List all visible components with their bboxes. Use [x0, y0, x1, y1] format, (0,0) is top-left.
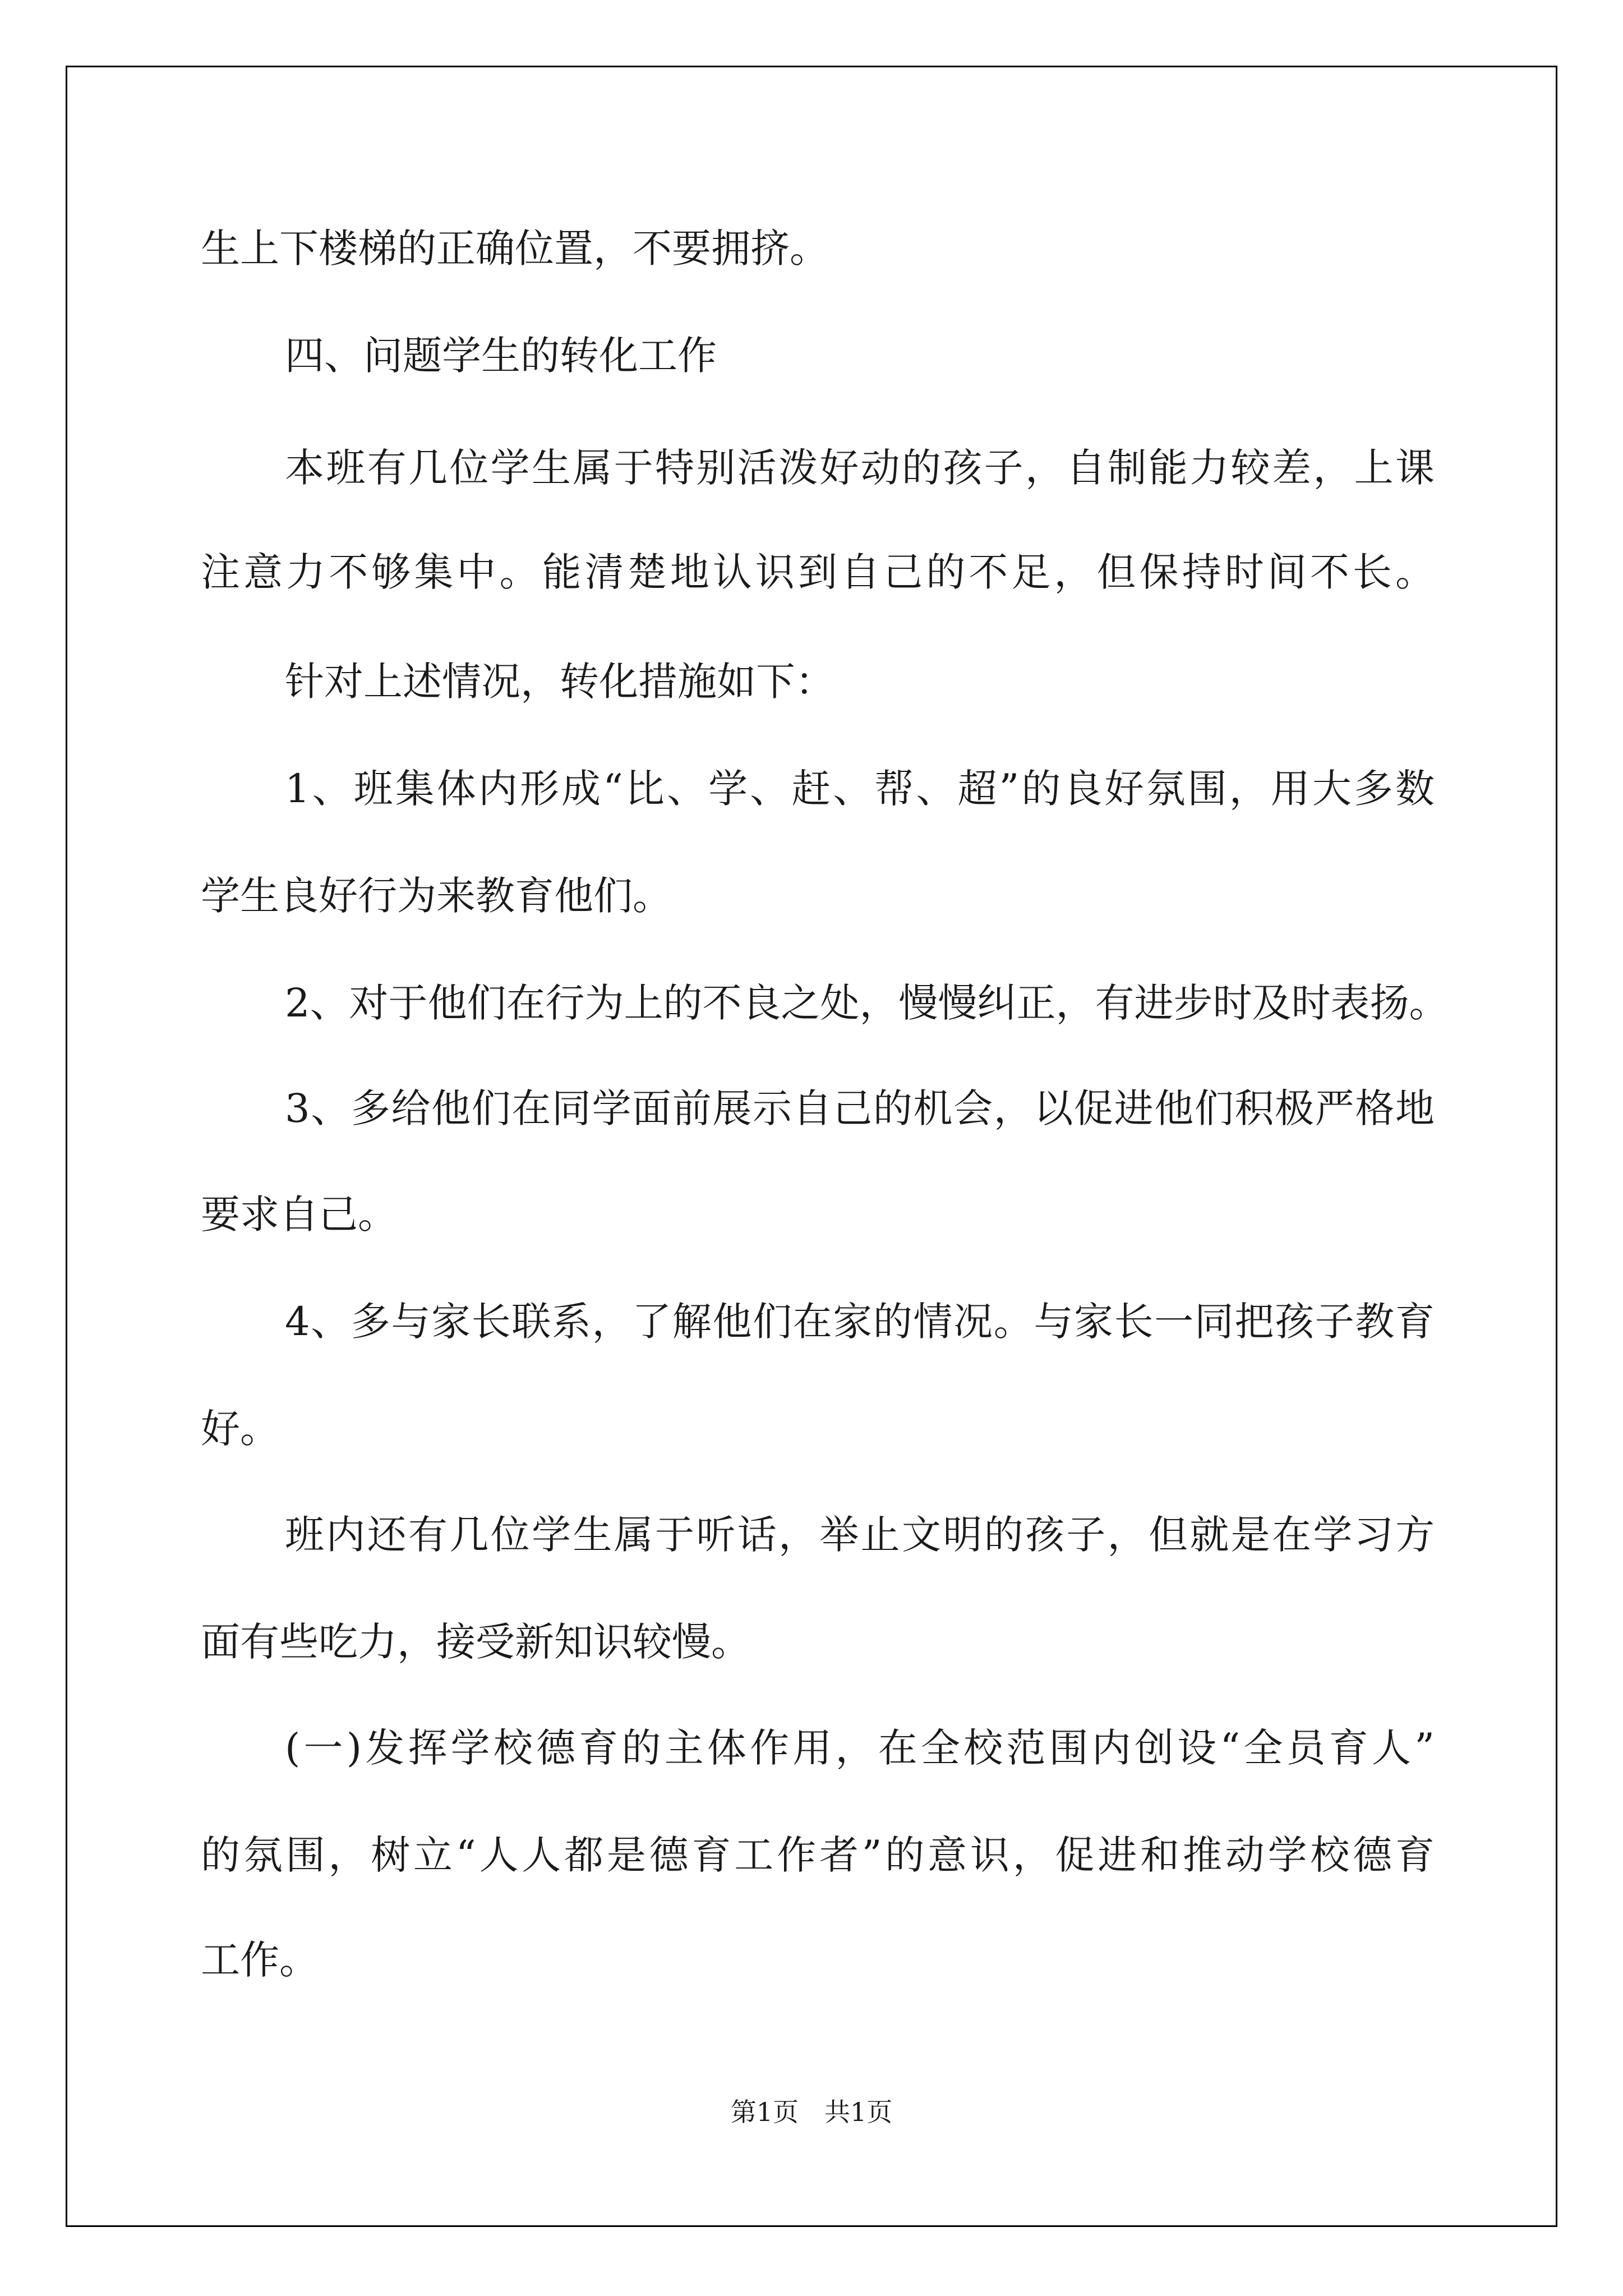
text-line-3: 本班有几位学生属于特别活泼好动的孩子，自制能力较差，上课 [285, 445, 1435, 491]
text-line-5: 针对上述情况，转化措施如下： [285, 659, 834, 705]
text-line-15: (一)发挥学校德育的主体作用，在全校范围内创设“全员育人” [285, 1725, 1435, 1771]
section-heading-4: 四、问题学生的转化工作 [285, 333, 717, 379]
list-item-4-line-1: 4、多与家长联系，了解他们在家的情况。与家长一同把孩子教育 [285, 1299, 1435, 1345]
page-border [66, 66, 1557, 2227]
text-line-1: 生上下楼梯的正确位置，不要拥挤。 [201, 226, 829, 272]
list-item-4-line-2: 好。 [201, 1406, 279, 1452]
list-item-1-line-1: 1、班集体内形成“比、学、赶、帮、超”的良好氛围，用大多数 [285, 766, 1435, 812]
list-item-3-line-2: 要求自己。 [201, 1191, 397, 1237]
text-line-13: 班内还有几位学生属于听话，举止文明的孩子，但就是在学习方 [285, 1512, 1435, 1558]
list-item-3-line-1: 3、多给他们在同学面前展示自己的机会，以促进他们积极严格地 [285, 1085, 1435, 1131]
text-line-17: 工作。 [201, 1937, 319, 1983]
list-item-2: 2、对于他们在行为上的不良之处，慢慢纠正，有进步时及时表扬。 [285, 980, 1449, 1026]
text-line-14: 面有些吃力，接受新知识较慢。 [201, 1619, 750, 1665]
list-item-1-line-2: 学生良好行为来教育他们。 [201, 873, 672, 919]
text-line-16: 的氛围，树立“人人都是德育工作者”的意识，促进和推动学校德育 [201, 1832, 1435, 1878]
text-line-4: 注意力不够集中。能清楚地认识到自己的不足，但保持时间不长。 [201, 549, 1435, 595]
page-number-footer: 第1页 共1页 [730, 2097, 893, 2127]
